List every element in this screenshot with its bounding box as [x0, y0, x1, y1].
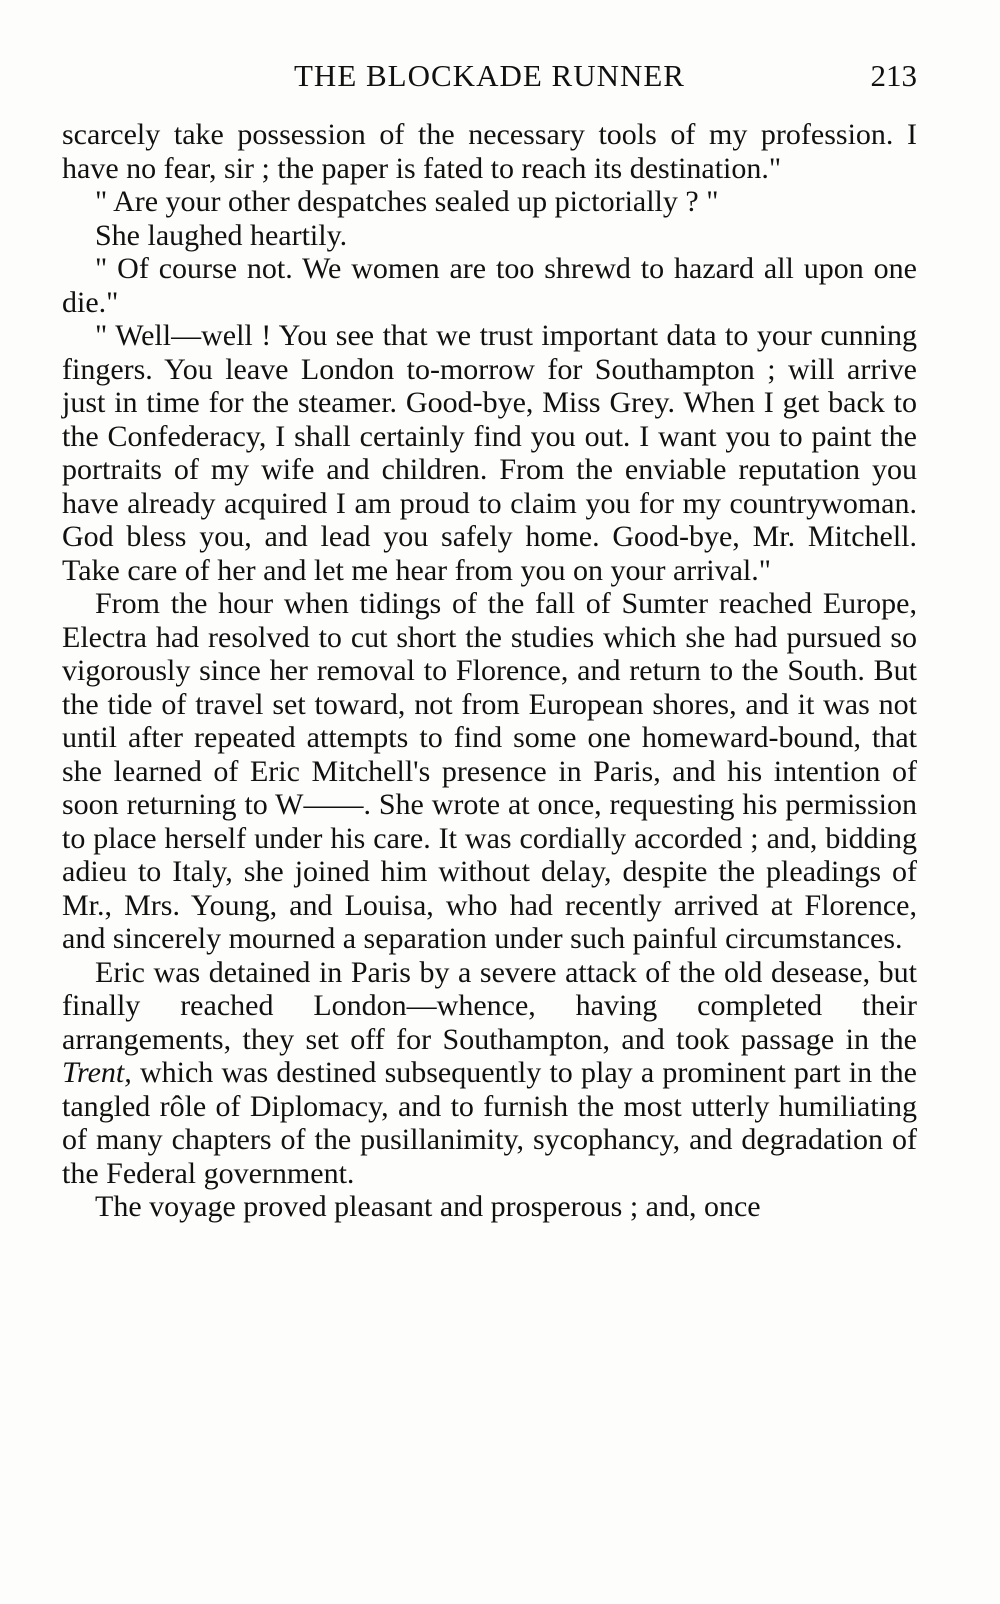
text-segment: Eric was detained in Paris by a severe attack of the old desease, but finally reached London—whence, having completed their arrangements, they set off for Southampton, and took passage in the [62, 955, 917, 1056]
paragraph-narration: She laughed heartily. [95, 218, 348, 252]
text-segment: which was destined subsequently to play a prominent part in the tangled rôle of Diplomacy, and to furnish the most utterly humiliating of many chapters of the pusillanimity, sycophancy, and degradation of the Federal government. [62, 1056, 917, 1190]
paragraph-dialogue: " Well—well ! You see that we trust important data to your cunning fingers. You leave London to-morrow for Southampton ; will arrive just in time for the steamer. Good-bye, Miss Grey. When I get back to the Confederacy, I shall certainly find you out. I want you to paint the portraits of my wife and children. From the enviable reputation you have already acquired I am proud to claim you for my countrywoman. God bless you, and lead you safely home. Good-bye, Mr. Mitchell. Take care of her and let me hear from you on your arrival." [62, 319, 917, 587]
paragraph-narration [62, 956, 917, 1191]
body-text [62, 118, 917, 1224]
paragraph-narration: The voyage proved pleasant and prosperous ; and, once [95, 1190, 761, 1223]
paragraph-dialogue: " Of course not. We women are too shrewd to hazard all upon one die." [62, 252, 917, 319]
paragraph-dialogue: " Are your other despatches sealed up pictorially ? " [95, 185, 719, 218]
page-header [62, 58, 917, 102]
paragraph-continuation: scarcely take possession of the necessary tools of my profession. I have no fear, sir ; the paper is fated to reach its destination." [62, 118, 917, 185]
ship-name-italic: Trent, [62, 1056, 132, 1089]
running-head: THE BLOCKADE RUNNER [294, 58, 685, 93]
paragraph-narration: From the hour when tidings of the fall of Sumter reached Europe, Electra had resolved to cut short the studies which she had pursued so vigorously since her removal to Florence, and return to the South. But the tide of travel set toward, not from European shores, and it was not until after repeated attempts to find some one homeward-bound, that she learned of Eric Mitchell's presence in Paris, and his intention of soon returning to W——. She wrote at once, requesting his permission to place herself under his care. It was cordially accorded ; and, bidding adieu to Italy, she joined him without delay, despite the pleadings of Mr., Mrs. Young, and Louisa, who had recently arrived at Florence, and sincerely mourned a separation under such painful circumstances. [62, 587, 917, 955]
page-number: 213 [870, 58, 917, 93]
